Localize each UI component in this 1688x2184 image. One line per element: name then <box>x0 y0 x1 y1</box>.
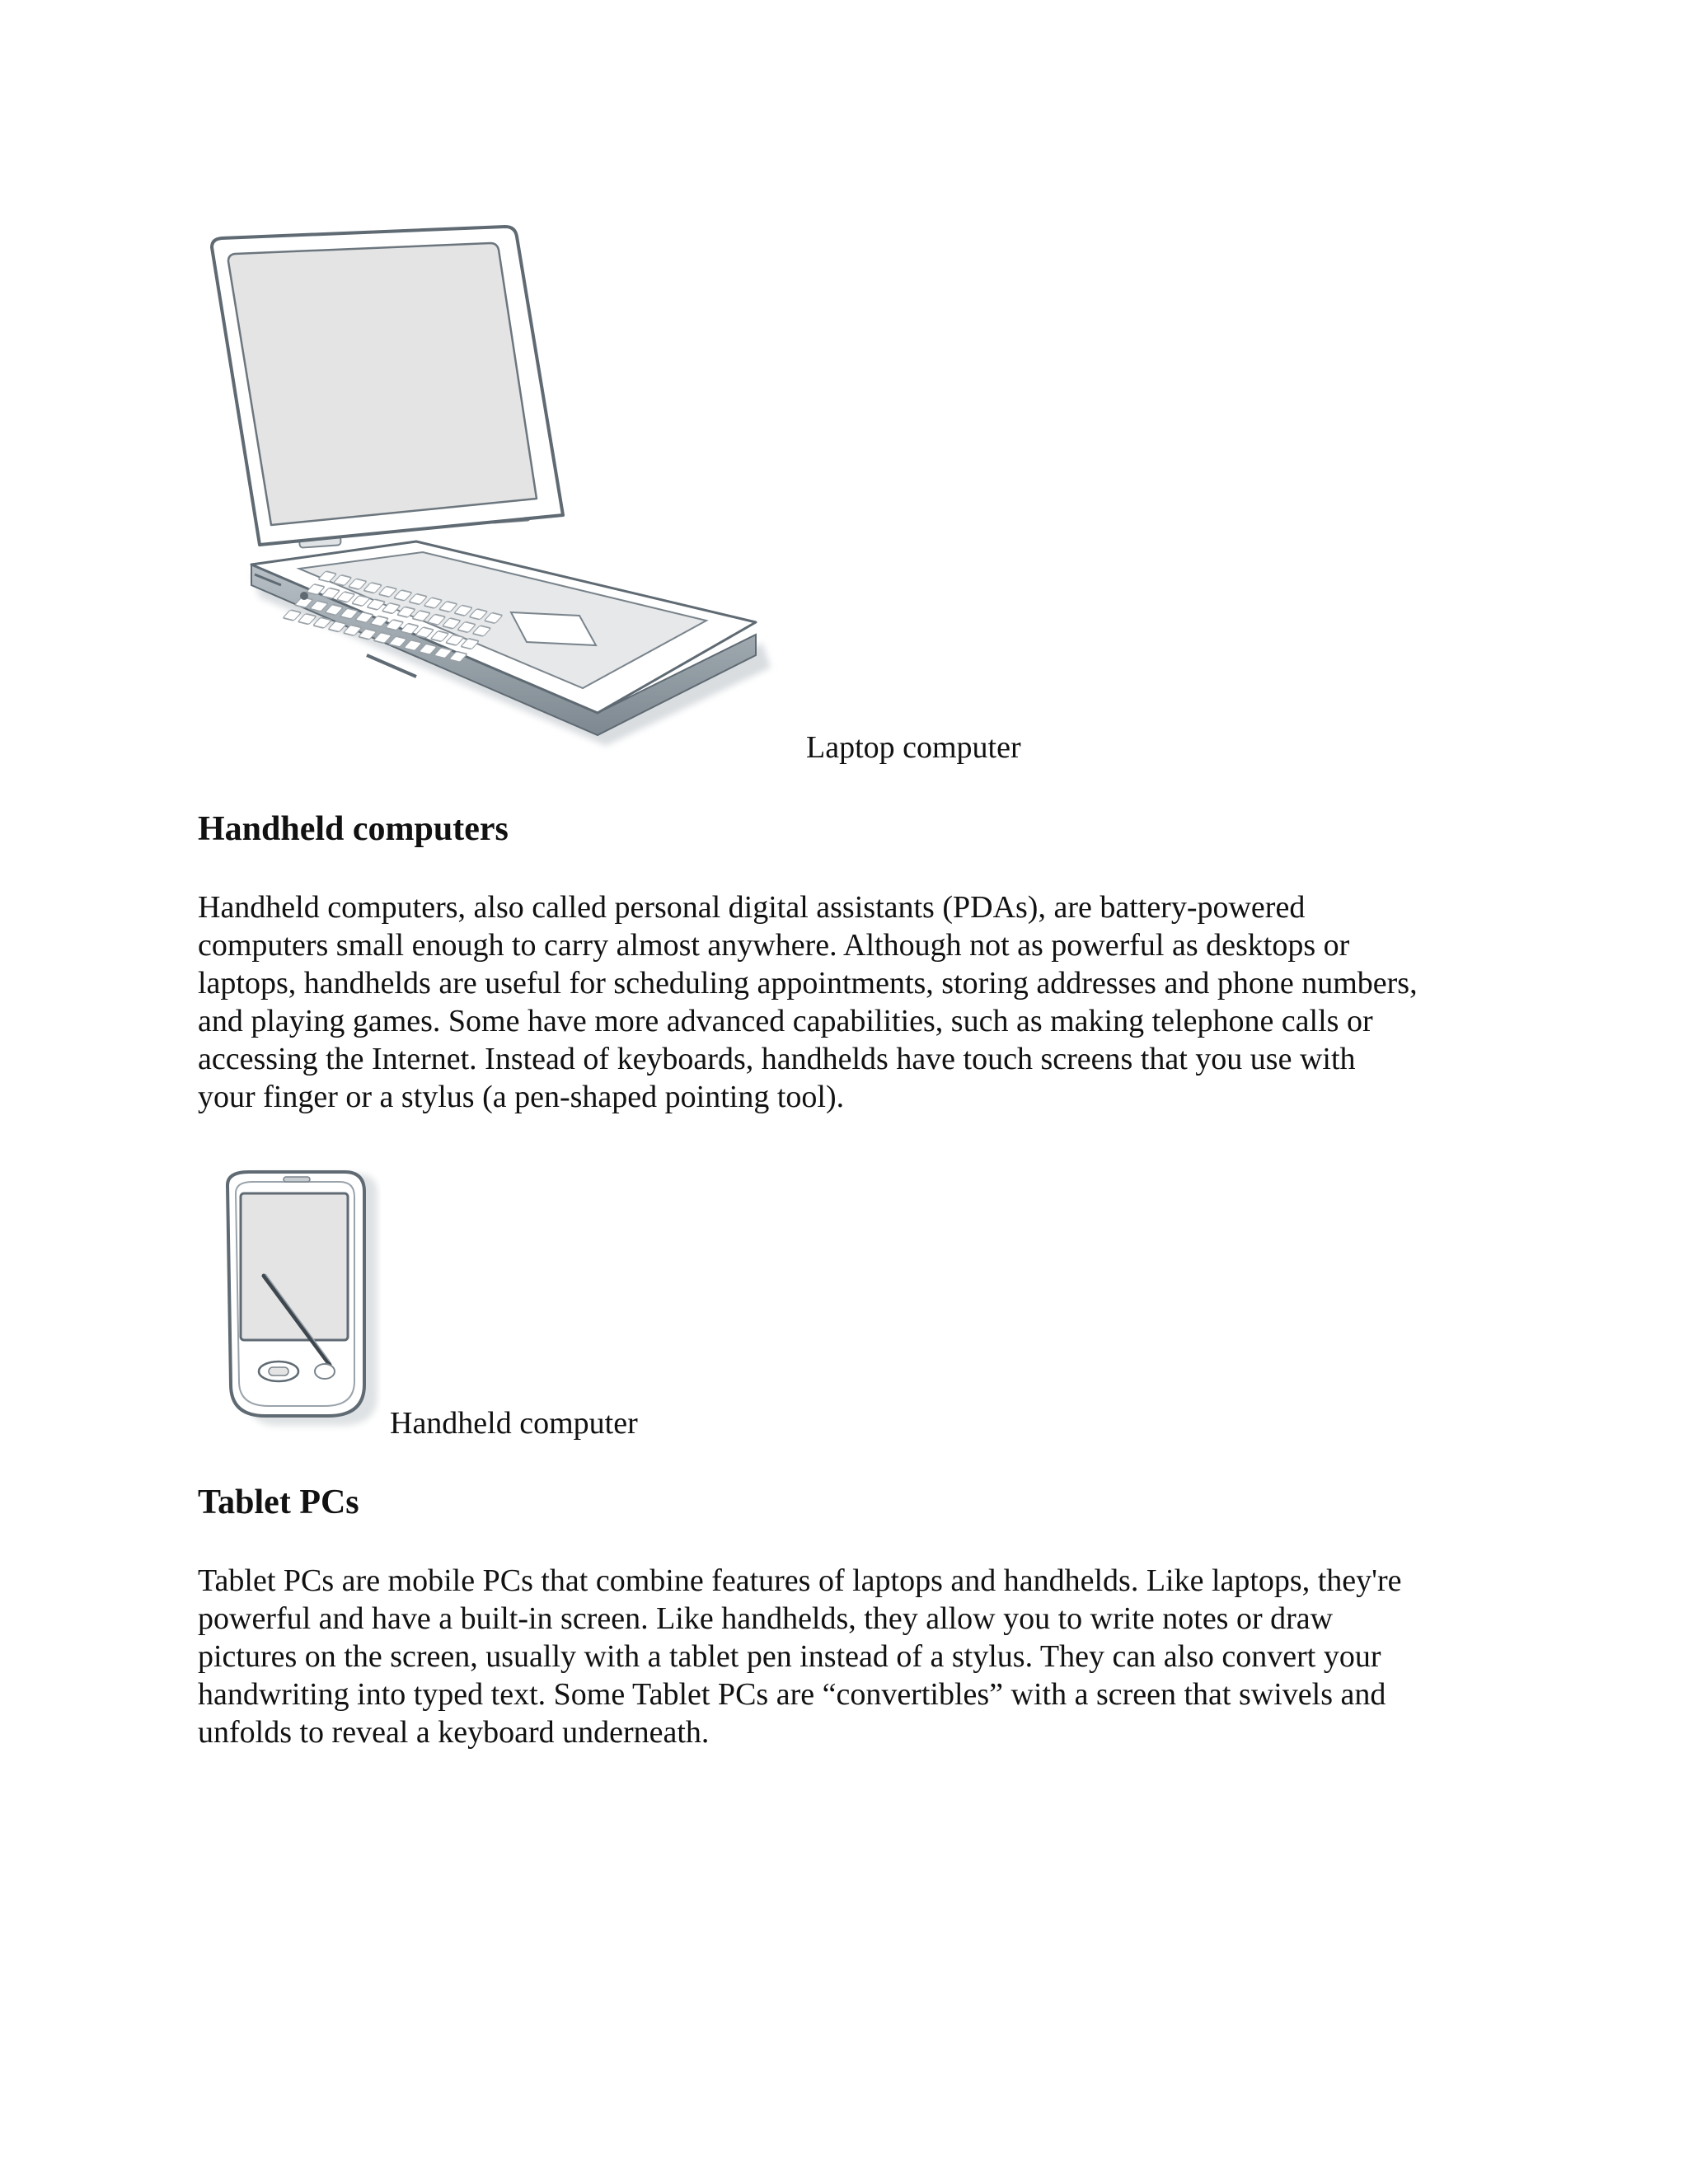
paragraph-tablet <box>198 1562 1500 1751</box>
handheld-illustration <box>216 1169 381 1432</box>
paragraph-handheld <box>198 888 1500 1116</box>
paragraph-line: accessing the Internet. Instead of keyboards, handhelds have touch screens that you use with <box>198 1042 1356 1076</box>
laptop-caption: Laptop computer <box>806 730 1021 765</box>
paragraph-line: computers small enough to carry almost anywhere. Although not as powerful as desktops or <box>198 928 1350 963</box>
paragraph-line: Handheld computers, also called personal digital assistants (PDAs), are battery-powered <box>198 890 1306 925</box>
section-heading-tablet: Tablet PCs <box>198 1483 359 1521</box>
paragraph-line: powerful and have a built-in screen. Like handhelds, they allow you to write notes or draw <box>198 1601 1334 1636</box>
paragraph-line: and playing games. Some have more advanced capabilities, such as making telephone calls or <box>198 1004 1373 1038</box>
pda-icon <box>216 1169 381 1432</box>
section-heading-handheld: Handheld computers <box>198 810 509 848</box>
paragraph-line: pictures on the screen, usually with a tablet pen instead of a stylus. They can also convert your <box>198 1639 1381 1674</box>
laptop-icon <box>202 218 779 754</box>
paragraph-line: laptops, handhelds are useful for scheduling appointments, storing addresses and phone numbers, <box>198 966 1418 1001</box>
paragraph-line: unfolds to reveal a keyboard underneath. <box>198 1715 710 1750</box>
handheld-caption: Handheld computer <box>390 1406 638 1441</box>
paragraph-line: Tablet PCs are mobile PCs that combine features of laptops and handhelds. Like laptops, they're <box>198 1563 1402 1598</box>
laptop-illustration <box>202 218 779 754</box>
paragraph-line: your finger or a stylus (a pen-shaped pointing tool). <box>198 1080 845 1114</box>
paragraph-line: handwriting into typed text. Some Tablet PCs are “convertibles” with a screen that swivels and <box>198 1677 1386 1712</box>
